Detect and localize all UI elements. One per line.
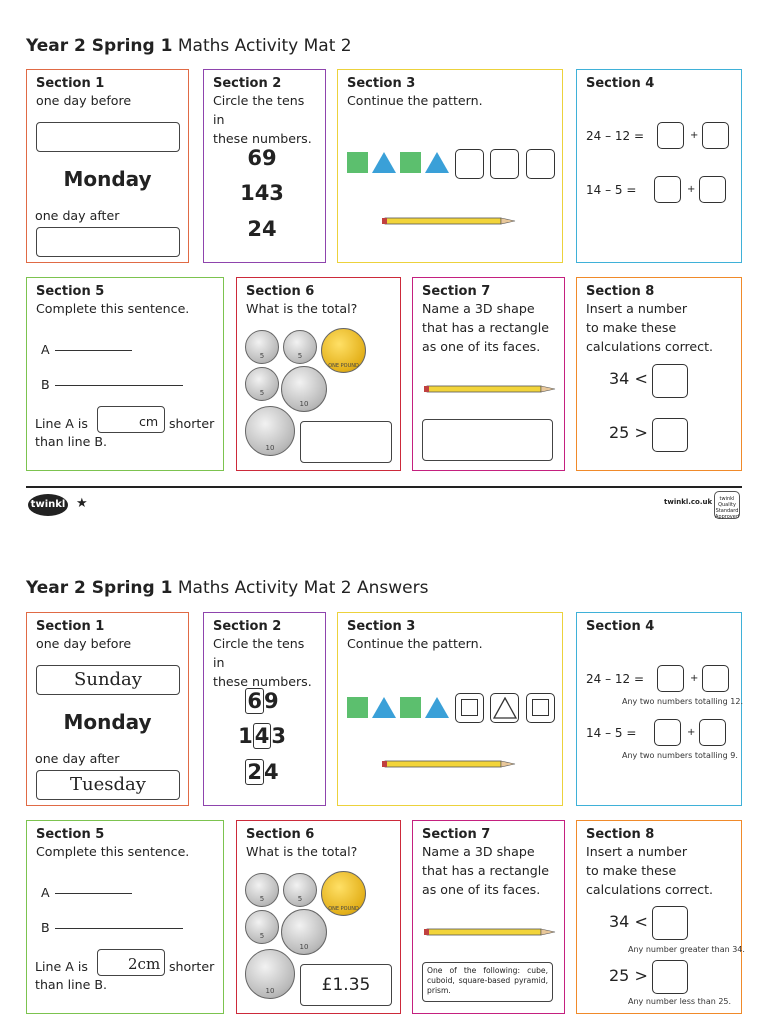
comparison-answer-box-1 [652, 906, 688, 940]
day-after-label: one day after [35, 208, 120, 223]
ones-digit: 4 [264, 760, 279, 784]
answer-number-143 [203, 724, 321, 748]
equation-2: 14 – 5 = [586, 726, 637, 740]
section-title: Section 8 [586, 827, 655, 842]
instruction-line-1: Name a 3D shape [422, 301, 535, 316]
instruction-line-3: calculations correct. [586, 339, 714, 354]
ten-pence-coin-icon: 10 [245, 406, 295, 456]
section-title: Section 5 [36, 284, 105, 299]
five-pence-coin-icon: 5 [283, 873, 317, 907]
number-24: 24 [247, 217, 277, 241]
answers-title-rest: Maths Activity Mat 2 Answers [172, 578, 429, 598]
square-outline-shape [532, 699, 549, 716]
instruction: Complete this sentence. [36, 301, 190, 316]
plus-sign: + [690, 673, 699, 684]
comparison-2: 25 > [609, 966, 648, 985]
pencil-icon [382, 217, 516, 225]
pattern-answer-box-3 [526, 693, 555, 723]
pattern-answer-box-2[interactable] [490, 149, 519, 179]
plus-sign: + [687, 184, 696, 195]
section-title: Section 4 [586, 619, 655, 634]
pencil-icon [382, 760, 516, 768]
mat-title-bold: Year 2 Spring 1 [26, 36, 173, 56]
instruction-line-1: Insert a number [586, 844, 687, 859]
tens-digit-circled: 4 [254, 724, 270, 748]
equation-1: 24 – 12 = [586, 129, 645, 143]
green-square-shape [400, 697, 421, 718]
pattern-answer-box-3[interactable] [526, 149, 555, 179]
sentence-shorter: shorter [169, 959, 215, 974]
comparison-1: 34 < [609, 369, 648, 388]
total-answer: £1.35 [300, 964, 392, 1006]
five-pence-coin-icon: 5 [245, 367, 279, 401]
instruction: What is the total? [246, 844, 358, 859]
comparison-1: 34 < [609, 912, 648, 931]
pound-coin-icon: ONE POUND [321, 871, 366, 916]
plus-sign: + [687, 727, 696, 738]
ten-pence-coin-icon: 10 [281, 909, 327, 955]
instruction-line-3: as one of its faces. [422, 339, 541, 354]
section-title: Section 2 [213, 619, 282, 634]
instruction-line-1: Name a 3D shape [422, 844, 535, 859]
sentence-end: than line B. [35, 977, 107, 992]
answers-title [26, 578, 428, 598]
footer-divider [26, 486, 742, 488]
day-after-label: one day after [35, 751, 120, 766]
mat-title-rest: Maths Activity Mat 2 [172, 36, 352, 56]
section-title: Section 1 [36, 619, 105, 634]
section-title: Section 4 [586, 76, 655, 91]
section-title: Section 6 [246, 284, 315, 299]
addend-box-2b[interactable] [699, 176, 726, 203]
tens-digit-circled: 6 [247, 689, 262, 713]
instruction-line-2: these numbers. [213, 674, 312, 689]
triangle-outline-shape [493, 697, 517, 719]
sentence-start: Line A is [35, 416, 88, 431]
comparison-2-note: Any number less than 25. [628, 997, 732, 1006]
hundreds-digit: 1 [238, 724, 253, 748]
day-before-answer: Sunday [36, 665, 180, 695]
green-square-shape [400, 152, 421, 173]
blue-triangle-shape [371, 151, 397, 174]
pattern-answer-box-1[interactable] [455, 149, 484, 179]
comparison-answer-box-2 [652, 960, 688, 994]
sentence-end: than line B. [35, 434, 107, 449]
instruction-line-1: Circle the tens in [213, 636, 305, 670]
answers-title-bold: Year 2 Spring 1 [26, 578, 173, 598]
ones-digit: 9 [264, 689, 279, 713]
line-b [55, 928, 183, 929]
instruction-line-2: to make these [586, 320, 677, 335]
day-label: Monday [63, 710, 152, 734]
comparison-1-note: Any number greater than 34. [628, 945, 745, 954]
section-title: Section 6 [246, 827, 315, 842]
instruction-line-3: as one of its faces. [422, 882, 541, 897]
pattern-answer-box-1 [455, 693, 484, 723]
comparison-answer-box-1[interactable] [652, 364, 688, 398]
pencil-icon [424, 928, 556, 936]
star-icon: ★ [76, 496, 88, 511]
equation-2-note: Any two numbers totalling 9. [622, 751, 738, 760]
unit-label: cm [139, 414, 159, 429]
square-outline-shape [461, 699, 478, 716]
blue-triangle-shape [424, 696, 450, 719]
number-69: 69 [247, 146, 277, 170]
addend-box-2a [654, 719, 681, 746]
plus-sign: + [690, 130, 699, 141]
shape-answer-box[interactable] [422, 419, 553, 461]
comparison-2: 25 > [609, 423, 648, 442]
line-a [55, 893, 132, 894]
five-pence-coin-icon: 5 [245, 873, 279, 907]
section-title: Section 3 [347, 619, 416, 634]
line-a [55, 350, 132, 351]
line-a-label: A [41, 885, 50, 900]
line-a-label: A [41, 342, 50, 357]
green-square-shape [347, 152, 368, 173]
section-title: Section 5 [36, 827, 105, 842]
line-b-label: B [41, 920, 50, 935]
ten-pence-coin-icon: 10 [281, 366, 327, 412]
twinkl-logo: twinkl [28, 494, 68, 516]
comparison-answer-box-2[interactable] [652, 418, 688, 452]
section-title: Section 3 [347, 76, 416, 91]
site-url: twinkl.co.uk [664, 498, 713, 506]
ten-pence-coin-icon: 10 [245, 949, 295, 999]
addend-box-2a[interactable] [654, 176, 681, 203]
equation-2: 14 – 5 = [586, 183, 637, 197]
line-b [55, 385, 183, 386]
instruction: Complete this sentence. [36, 844, 190, 859]
day-after-answer-box[interactable] [36, 227, 180, 257]
instruction-line-1: Insert a number [586, 301, 687, 316]
five-pence-coin-icon: 5 [283, 330, 317, 364]
ones-digit: 3 [271, 724, 286, 748]
addend-box-2b [699, 719, 726, 746]
answer-number-69 [203, 689, 321, 713]
line-b-label: B [41, 377, 50, 392]
sentence-start: Line A is [35, 959, 88, 974]
pencil-icon [424, 385, 556, 393]
length-answer: 2cm [128, 955, 161, 973]
total-answer-box[interactable] [300, 421, 392, 463]
pattern-answer-box-2 [490, 693, 519, 723]
addend-box-1a[interactable] [657, 122, 684, 149]
mat-section-4 [576, 69, 742, 263]
section-title: Section 1 [36, 76, 105, 91]
number-143: 143 [240, 181, 284, 205]
mat-title [26, 36, 352, 56]
tens-digit-circled: 2 [247, 760, 262, 784]
section-title: Section 7 [422, 827, 491, 842]
equation-1: 24 – 12 = [586, 672, 645, 686]
section-title: Section 7 [422, 284, 491, 299]
instruction-line-2: that has a rectangle [422, 320, 550, 335]
instruction-line-2: to make these [586, 863, 677, 878]
day-before-label: one day before [36, 636, 132, 651]
green-square-shape [347, 697, 368, 718]
section-title: Section 2 [213, 76, 282, 91]
instruction-line-1: Circle the tens in [213, 93, 305, 127]
blue-triangle-shape [371, 696, 397, 719]
instruction: Continue the pattern. [347, 636, 483, 651]
instruction-line-2: that has a rectangle [422, 863, 550, 878]
addend-box-1b[interactable] [702, 122, 729, 149]
addend-box-1a [657, 665, 684, 692]
five-pence-coin-icon: 5 [245, 910, 279, 944]
sentence-shorter: shorter [169, 416, 215, 431]
section-title: Section 8 [586, 284, 655, 299]
pound-coin-icon: ONE POUND [321, 328, 366, 373]
five-pence-coin-icon: 5 [245, 330, 279, 364]
instruction: Continue the pattern. [347, 93, 483, 108]
addend-box-1b [702, 665, 729, 692]
instruction-line-2: these numbers. [213, 131, 312, 146]
shape-answer: One of the following: cube, cuboid, square-based pyramid, prism. [422, 962, 553, 1002]
day-after-answer: Tuesday [36, 770, 180, 800]
day-label: Monday [63, 167, 152, 191]
day-before-label: one day before [36, 93, 132, 108]
answers-section-4 [576, 612, 742, 806]
instruction: What is the total? [246, 301, 358, 316]
blue-triangle-shape [424, 151, 450, 174]
day-before-answer-box[interactable] [36, 122, 180, 152]
equation-1-note: Any two numbers totalling 12. [622, 697, 744, 706]
quality-badge-icon: twinkl Quality Standard Approved [714, 491, 740, 519]
instruction-line-3: calculations correct. [586, 882, 714, 897]
answer-number-24 [203, 760, 321, 784]
